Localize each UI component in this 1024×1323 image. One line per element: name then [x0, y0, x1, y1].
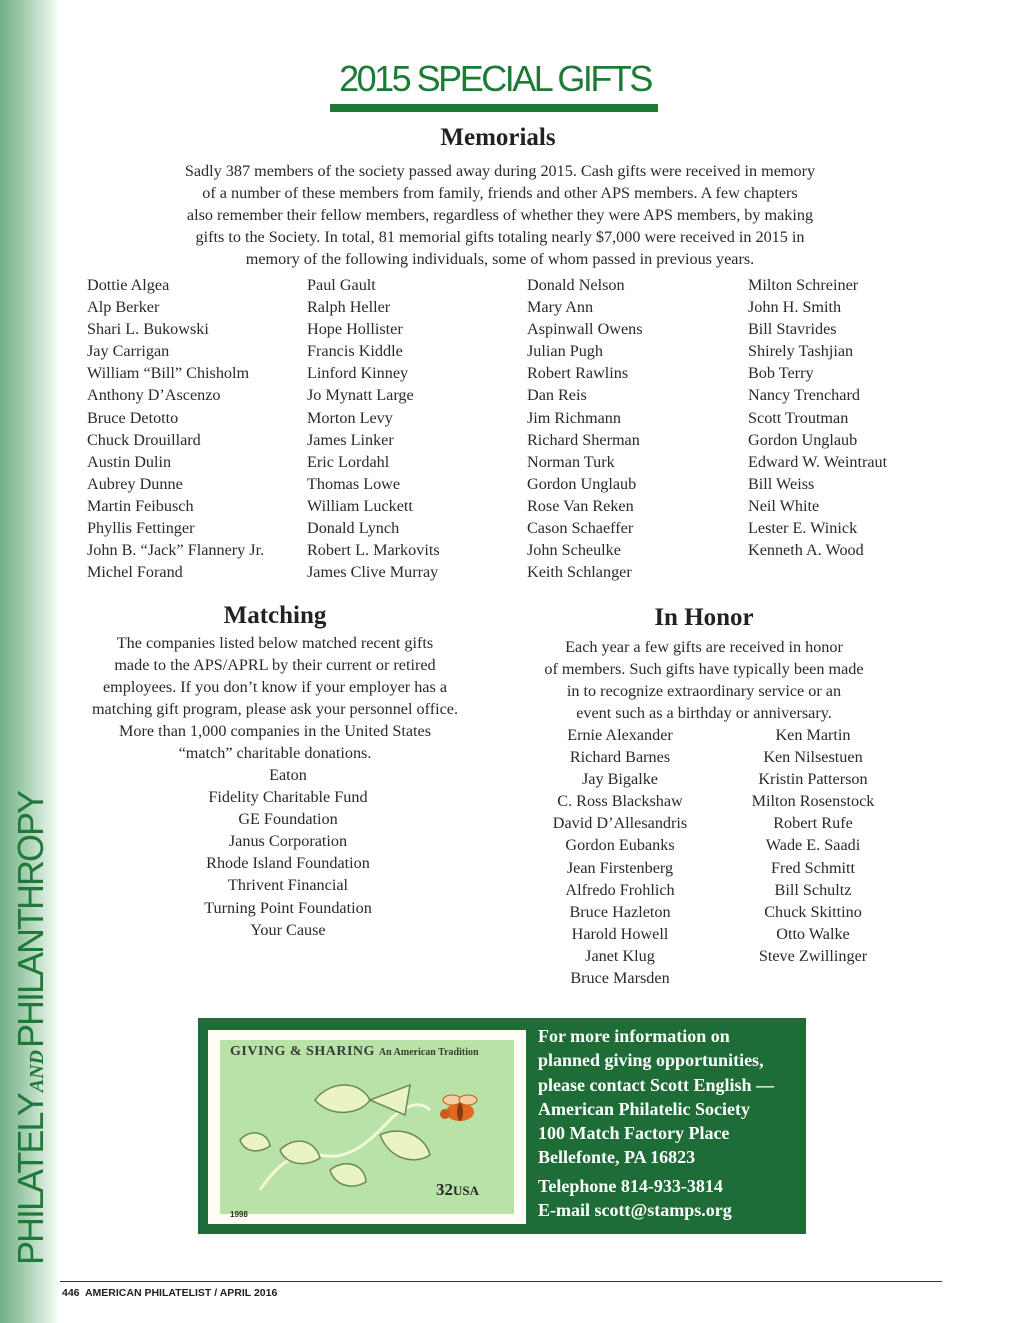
list-item: Mary Ann: [527, 298, 594, 317]
text-line: Sadly 387 members of the society passed away during 2015. Cash gifts were received in memory: [184, 162, 816, 180]
list-item: Edward W. Weintraut: [748, 452, 888, 471]
list-item: Phyllis Fettinger: [87, 519, 195, 538]
list-item: Wade E. Saadi: [765, 836, 861, 855]
text-line: E-mail scott@stamps.org: [538, 1200, 732, 1221]
honor-column-1: [530, 724, 710, 989]
list-item: Robert Rawlins: [527, 364, 629, 383]
footer-rule: [60, 1281, 942, 1282]
stamp-image: [208, 1030, 526, 1224]
list-item: Your Cause: [250, 920, 326, 939]
list-item: John Scheulke: [527, 541, 621, 560]
list-item: Bruce Hazleton: [569, 902, 671, 921]
title-underline: [330, 104, 658, 112]
list-item: Kenneth A. Wood: [748, 541, 864, 560]
list-item: Robert L. Markovits: [307, 541, 440, 560]
list-item: William Luckett: [307, 496, 413, 515]
list-item: Gordon Unglaub: [748, 430, 858, 449]
list-item: Milton Rosenstock: [751, 792, 875, 811]
list-item: Robert Rufe: [773, 814, 853, 833]
list-item: Scott Troutman: [748, 408, 849, 427]
memorials-column-3: [527, 274, 643, 583]
memorials-column-4: [748, 274, 887, 561]
list-item: Rhode Island Foundation: [206, 854, 370, 873]
list-item: Fred Schmitt: [770, 858, 856, 877]
list-item: Bob Terry: [748, 364, 814, 383]
list-item: Ernie Alexander: [567, 726, 673, 744]
list-item: Bill Weiss: [748, 474, 815, 493]
memorials-intro: [100, 160, 900, 270]
contact-info: [538, 1024, 800, 1222]
text-line: 100 Match Factory Place: [538, 1123, 730, 1144]
list-item: Steve Zwillinger: [758, 946, 868, 965]
list-item: Jay Carrigan: [87, 342, 170, 361]
list-item: Shari L. Bukowski: [87, 320, 209, 339]
section-label-vertical: PHILATELYANDPHILANTHROPY: [10, 791, 51, 1265]
list-item: Ralph Heller: [307, 298, 391, 317]
list-item: Janet Klug: [585, 946, 655, 965]
matching-companies: [140, 764, 436, 941]
stamp-year: 1998: [230, 1210, 248, 1219]
list-item: Fidelity Charitable Fund: [208, 788, 368, 807]
stamp-denomination: 32USA: [436, 1180, 480, 1199]
text-line: “match” charitable donations.: [178, 744, 372, 763]
list-item: Cason Schaeffer: [527, 519, 634, 538]
memorials-heading: Memorials: [440, 124, 556, 151]
text-line: American Philatelic Society: [538, 1098, 750, 1119]
list-item: Kristin Patterson: [758, 770, 868, 789]
list-item: Paul Gault: [307, 276, 376, 294]
memorials-column-2: [307, 274, 440, 583]
list-item: Hope Hollister: [307, 320, 403, 339]
list-item: Keith Schlanger: [527, 563, 632, 582]
text-line: made to the APS/APRL by their current or retired: [114, 656, 436, 675]
text-line: Bellefonte, PA 16823: [538, 1147, 696, 1168]
list-item: Aubrey Dunne: [87, 474, 183, 493]
list-item: Aspinwall Owens: [527, 320, 643, 339]
list-item: Eaton: [269, 766, 307, 784]
text-line: planned giving opportunities,: [538, 1050, 764, 1071]
list-item: Jay Bigalke: [582, 770, 658, 789]
list-item: Bill Schultz: [774, 880, 852, 899]
list-item: Francis Kiddle: [307, 342, 403, 361]
list-item: Martin Feibusch: [87, 496, 194, 515]
list-item: Milton Schreiner: [748, 276, 859, 294]
list-item: Thomas Lowe: [307, 474, 401, 493]
list-item: Ken Nilsestuen: [763, 748, 863, 767]
text-line: memory of the following individuals, some of whom passed in previous years.: [245, 250, 755, 269]
list-item: Alp Berker: [87, 298, 160, 317]
list-item: Bruce Marsden: [570, 969, 670, 988]
list-item: David D’Allesandris: [552, 814, 688, 833]
list-item: William “Bill” Chisholm: [87, 364, 250, 383]
list-item: Richard Barnes: [569, 748, 671, 767]
list-item: Dan Reis: [527, 386, 587, 405]
text-line: also remember their fellow members, regardless of whether they were APS members, by making: [186, 206, 814, 225]
text-line: For more information on: [538, 1026, 730, 1046]
text-line: Each year a few gifts are received in honor: [565, 638, 843, 656]
text-line: of members. Such gifts have typically been made: [544, 660, 864, 679]
list-item: Dottie Algea: [87, 276, 170, 294]
list-item: Alfredo Frohlich: [565, 880, 675, 899]
list-item: Bruce Detotto: [87, 408, 179, 427]
memorials-column-1: [87, 274, 264, 583]
list-item: Thrivent Financial: [227, 876, 349, 895]
list-item: Rose Van Reken: [527, 496, 634, 515]
contact-phone-email: [538, 1174, 800, 1223]
list-item: Michel Forand: [87, 563, 183, 582]
list-item: James Linker: [307, 430, 394, 449]
matching-intro: [60, 632, 490, 765]
text-line: Telephone 814-933-3814: [538, 1175, 723, 1196]
list-item: James Clive Murray: [307, 563, 439, 582]
list-item: Anthony D’Ascenzo: [87, 386, 221, 405]
list-item: Bill Stavrides: [748, 320, 837, 339]
list-item: Chuck Skittino: [764, 902, 862, 921]
honor-heading: In Honor: [654, 604, 754, 631]
list-item: Gordon Eubanks: [565, 836, 675, 855]
list-item: Jean Firstenberg: [566, 858, 674, 877]
list-item: Donald Lynch: [307, 519, 400, 538]
list-item: Shirely Tashjian: [748, 342, 854, 361]
list-item: Julian Pugh: [527, 342, 603, 361]
list-item: Gordon Unglaub: [527, 474, 637, 493]
list-item: Harold Howell: [571, 924, 669, 943]
text-line: The companies listed below matched recent gifts: [116, 634, 434, 652]
list-item: Donald Nelson: [527, 276, 625, 294]
text-line: employees. If you don’t know if your employer has a: [102, 678, 448, 697]
text-line: More than 1,000 companies in the United States: [119, 722, 431, 741]
list-item: Jo Mynatt Large: [307, 386, 414, 405]
list-item: Neil White: [748, 496, 820, 515]
honor-column-2: [723, 724, 903, 967]
list-item: Morton Levy: [307, 408, 393, 427]
bee-icon: [440, 1095, 477, 1121]
list-item: Linford Kinney: [307, 364, 409, 383]
page-footer: 446 AMERICAN PHILATELIST / APRIL 2016: [62, 1287, 278, 1299]
honor-intro: [504, 636, 904, 724]
text-line: event such as a birthday or anniversary.: [576, 704, 832, 723]
list-item: Turning Point Foundation: [204, 898, 372, 917]
list-item: Richard Sherman: [527, 430, 640, 449]
list-item: C. Ross Blackshaw: [557, 792, 683, 811]
list-item: John B. “Jack” Flannery Jr.: [87, 541, 265, 560]
text-line: matching gift program, please ask your personnel office.: [91, 700, 459, 719]
list-item: Norman Turk: [527, 452, 615, 471]
list-item: Chuck Drouillard: [87, 430, 201, 449]
text-line: in to recognize extraordinary service or an: [566, 682, 842, 701]
list-item: Janus Corporation: [228, 832, 348, 851]
text-line: of a number of these members from family, friends and other APS members. A few chapters: [202, 184, 798, 203]
list-item: Austin Dulin: [87, 452, 172, 471]
list-item: Otto Walke: [776, 924, 850, 943]
text-line: gifts to the Society. In total, 81 memorial gifts totaling nearly $7,000 were received in 2015 in: [195, 228, 805, 247]
list-item: Ken Martin: [775, 726, 851, 744]
list-item: Nancy Trenchard: [748, 386, 860, 405]
list-item: Eric Lordahl: [307, 452, 390, 471]
contact-address: [538, 1024, 800, 1170]
matching-heading: Matching: [223, 602, 327, 629]
page-title: 2015 SPECIAL GIFTS: [339, 58, 651, 99]
planned-giving-box: [198, 1018, 806, 1234]
list-item: John H. Smith: [748, 298, 842, 317]
list-item: GE Foundation: [238, 810, 338, 829]
text-line: please contact Scott English —: [538, 1074, 774, 1095]
list-item: Jim Richmann: [527, 408, 621, 427]
list-item: Lester E. Winick: [748, 519, 858, 538]
stamp-title: GIVING & SHARING An American Tradition: [230, 1044, 479, 1059]
